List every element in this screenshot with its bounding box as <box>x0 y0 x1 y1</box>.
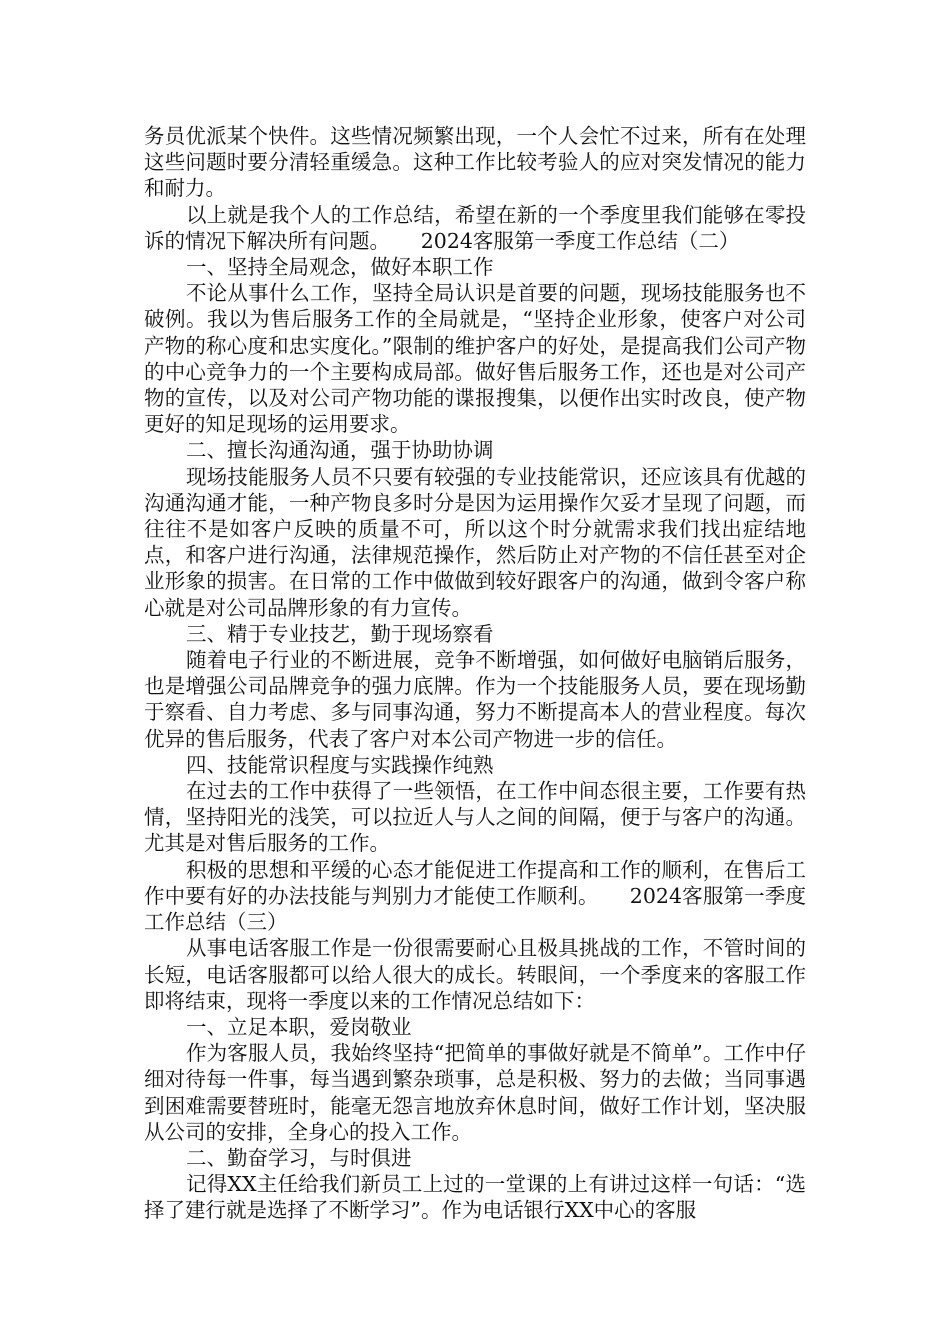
paragraph-4: 现场技能服务人员不只要有较强的专业技能常识，还应该具有优越的沟通沟通才能，一种产物良多时分是因为运用操作欠妥才呈现了问题，而往往不是如客户反映的质量不可，所以这个时分就需求我们找出症结地点，和客户进行沟通，法律规范操作，然后防止对产物的不信任甚至对企业形象的损害。在日常的工作中做做到较好跟客户的沟通，做到令客户称心就是对公司品牌形象的有力宣传。 <box>144 464 806 620</box>
section-heading-4: 四、技能常识程度与实践操作纯熟 <box>186 752 494 777</box>
section-heading-3: 三、精于专业技艺，勤于现场察看 <box>186 621 494 646</box>
paragraph-7: 积极的思想和平缓的心态才能促进工作提高和工作的顺利，在售后工作中要有好的办法技能与判别力才能使工作顺利。 2024客服第一季度工作总结（三） <box>144 857 806 935</box>
paragraph-2: 以上就是我个人的工作总结，希望在新的一个季度里我们能够在零投诉的情况下解决所有问题。 2024客服第一季度工作总结（二） <box>144 202 806 253</box>
document-page <box>144 123 806 1224</box>
section-heading-2: 二、擅长沟通沟通，强于协助协调 <box>186 438 494 463</box>
section-heading-1: 一、坚持全局观念，做好本职工作 <box>186 255 494 280</box>
section-heading-5: 一、立足本职，爱岗敬业 <box>186 1014 412 1039</box>
paragraph-9: 作为客服人员，我始终坚持“把简单的事做好就是不简单”。工作中仔细对待每一件事，每当遇到繁杂琐事，总是积极、努力的去做；当同事遇到困难需要替班时，能毫无怨言地放弃休息时间，做好工作计划，坚决服从公司的安排，全身心的投入工作。 <box>144 1041 806 1144</box>
paragraph-3: 不论从事什么工作，坚持全局认识是首要的问题，现场技能服务也不破例。我以为售后服务工作的全局就是，“坚持企业形象，使客户对公司产物的称心度和忠实度化。”限制的维护客户的好处，是提高我们公司产物的中心竞争力的一个主要构成局部。做好售后服务工作，还也是对公司产物的宣传，以及对公司产物功能的谍报搜集，以便作出实时改良，使产物更好的知足现场的运用要求。 <box>144 281 806 437</box>
paragraph-8: 从事电话客服工作是一份很需要耐心且极具挑战的工作，不管时间的长短，电话客服都可以给人很大的成长。转眼间，一个季度来的客服工作即将结束，现将一季度以来的工作情况总结如下： <box>144 936 806 1013</box>
section-heading-6: 二、勤奋学习，与时俱进 <box>186 1145 412 1170</box>
paragraph-1: 务员优派某个快件。这些情况频繁出现，一个人会忙不过来，所有在处理这些问题时要分清轻重缓急。这种工作比较考验人的应对突发情况的能力和耐力。 <box>144 124 806 201</box>
paragraph-6: 在过去的工作中获得了一些领悟，在工作中间态很主要，工作要有热情，坚持阳光的浅笑，可以拉近人与人之间的间隔，便于与客户的沟通。尤其是对售后服务的工作。 <box>144 779 806 856</box>
paragraph-10: 记得XX主任给我们新员工上过的一堂课的上有讲过这样一句话：“选择了建行就是选择了不断学习”。作为电话银行XX中心的客服 <box>144 1172 806 1223</box>
paragraph-5: 随着电子行业的不断进展，竞争不断增强，如何做好电脑销后服务，也是增强公司品牌竞争的强力底牌。作为一个技能服务人员，要在现场勤于察看、自力考虑、多与同事沟通，努力不断提高本人的营业程度。每次优异的售后服务，代表了客户对本公司产物进一步的信任。 <box>144 648 806 751</box>
